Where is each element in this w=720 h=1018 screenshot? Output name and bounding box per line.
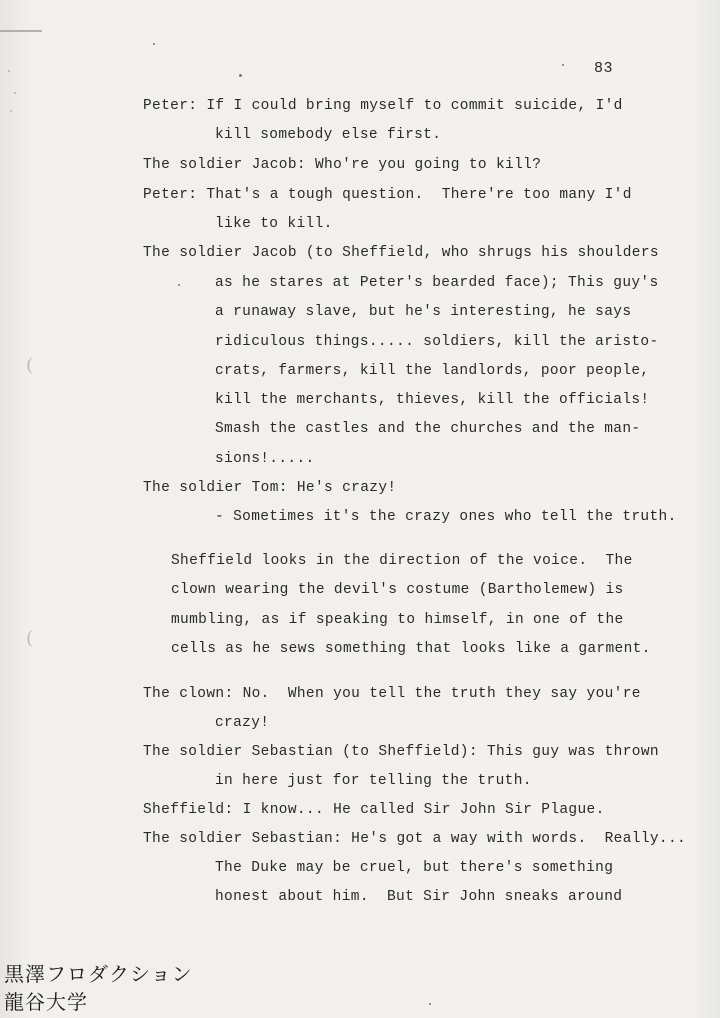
stage-direction-line: mumbling, as if speaking to himself, in one of the [171,612,624,628]
script-line: The clown: No. When you tell the truth they say you're [143,686,641,702]
scan-speck [239,74,242,77]
script-line: as he stares at Peter's bearded face); This guy's [215,275,659,291]
margin-mark: ( [26,628,34,649]
script-line: The soldier Sebastian: He's got a way with words. Really... [143,831,687,847]
script-line: sions!..... [215,451,315,467]
script-line: Sheffield: I know... He called Sir John Sir Plague. [143,802,605,818]
stage-direction-line: clown wearing the devil's costume (Bartholemew) is [171,582,624,598]
watermark-line-1: 黒澤フロダクション [4,962,193,986]
script-line: crats, farmers, kill the landlords, poor people, [215,363,650,379]
margin-mark: ( [26,355,34,376]
script-line: crazy! [215,715,270,731]
script-line: in here just for telling the truth. [215,773,532,789]
script-line: The soldier Tom: He's crazy! [143,480,397,496]
script-line: The soldier Jacob: Who're you going to kill? [143,157,542,173]
scan-speck [153,43,155,45]
script-line: Smash the castles and the churches and the man- [215,421,641,437]
script-line: kill the merchants, thieves, kill the officials! [215,392,650,408]
script-line: a runaway slave, but he's interesting, he says [215,304,632,320]
scan-speck [14,92,16,94]
script-line: kill somebody else first. [215,127,442,143]
scan-speck [10,110,12,112]
stage-direction-line: cells as he sews something that looks like a garment. [171,641,651,657]
scan-speck [178,284,180,286]
scan-speck [429,1003,431,1005]
script-line: like to kill. [215,216,333,232]
stage-direction-line: Sheffield looks in the direction of the voice. The [171,553,633,569]
watermark-line-2: 龍谷大学 [4,990,88,1014]
script-line: The soldier Jacob (to Sheffield, who shrugs his shoulders [143,245,659,261]
script-line: honest about him. But Sir John sneaks around [215,889,623,905]
scan-speck [562,64,564,66]
script-line: The Duke may be cruel, but there's something [215,860,614,876]
script-line: Peter: That's a tough question. There're too many I'd [143,187,632,203]
script-line: Peter: If I could bring myself to commit suicide, I'd [143,98,623,114]
page-number: 83 [594,60,614,77]
script-line: ridiculous things..... soldiers, kill the aristo- [215,334,659,350]
scan-smudge [0,30,42,32]
script-line: - Sometimes it's the crazy ones who tell the truth. [215,509,677,525]
scan-speck [8,70,10,72]
script-line: The soldier Sebastian (to Sheffield): This guy was thrown [143,744,659,760]
